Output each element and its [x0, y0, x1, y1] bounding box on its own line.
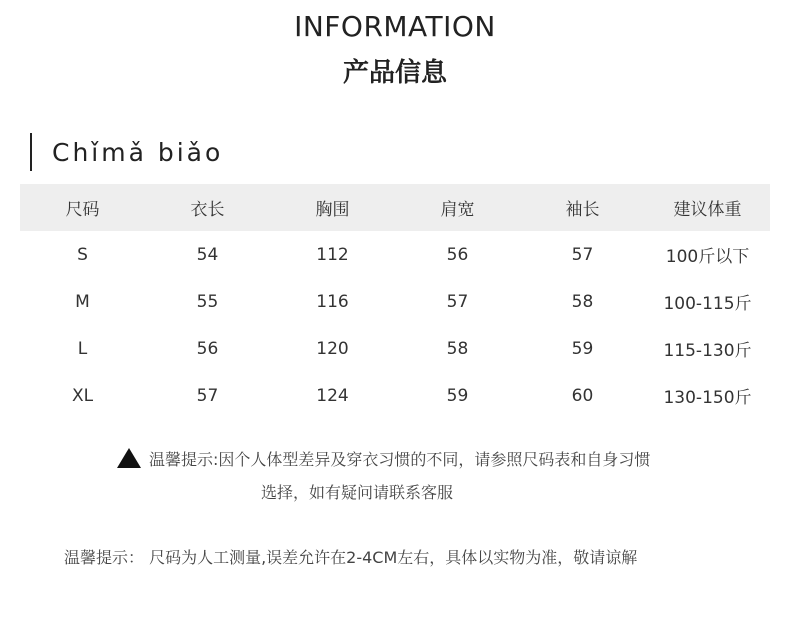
header-cell-weight: 建议体重	[673, 200, 742, 220]
table-cell: 112	[316, 244, 349, 265]
header-cell-shoulder: 肩宽	[440, 200, 475, 220]
table-row	[20, 372, 770, 419]
table-cell: 56	[196, 338, 219, 359]
table-cell: M	[75, 291, 90, 312]
table-cell: 58	[571, 291, 594, 312]
table-cell: 59	[446, 385, 469, 406]
table-row	[20, 231, 770, 278]
table-cell: 55	[196, 291, 219, 312]
table-cell: 120	[316, 338, 349, 359]
table-cell: L	[77, 338, 88, 359]
table-cell: 57	[196, 385, 219, 406]
section-accent-bar	[30, 133, 32, 171]
table-cell: 57	[571, 244, 594, 265]
section-title: Chǐmǎ biǎo	[52, 137, 224, 167]
header-cell-chest: 胸围	[315, 200, 350, 220]
table-header-row	[20, 184, 770, 231]
table-cell: 100-115斤	[663, 294, 752, 314]
table-cell: 130-150斤	[663, 388, 752, 408]
table-cell: 56	[446, 244, 469, 265]
header-cell-size: 尺码	[65, 200, 100, 220]
fit-tip-line1	[0, 445, 790, 471]
header-cell-sleeve: 袖长	[565, 200, 600, 220]
section-title-block	[30, 133, 223, 171]
table-row	[20, 325, 770, 372]
fit-tip-text-1: 温馨提示:因个人体型差异及穿衣习惯的不同，请参照尺码表和自身习惯	[149, 449, 651, 469]
table-row	[20, 278, 770, 325]
fit-tip-text-2: 选择，如有疑问请联系客服	[261, 483, 454, 502]
table-cell: S	[77, 244, 88, 265]
measurement-tip: 温馨提示： 尺码为人工测量,误差允许在2-4CM左右，具体以实物为准，敬请谅解	[64, 548, 638, 567]
table-cell: 54	[196, 244, 219, 265]
header-cell-length: 衣长	[190, 200, 225, 220]
size-chart-table	[20, 184, 770, 419]
fit-tip	[0, 445, 790, 505]
table-cell: XL	[71, 385, 94, 406]
table-cell: 58	[446, 338, 469, 359]
table-cell: 115-130斤	[663, 341, 752, 361]
warning-triangle-icon	[117, 448, 141, 468]
table-cell: 100斤以下	[665, 247, 750, 267]
table-cell: 57	[446, 291, 469, 312]
header-title-en: INFORMATION	[294, 10, 496, 43]
table-cell: 116	[316, 291, 349, 312]
table-cell: 60	[571, 385, 594, 406]
table-cell: 59	[571, 338, 594, 359]
header-title-zh: 产品信息	[342, 58, 447, 88]
table-cell: 124	[316, 385, 349, 406]
